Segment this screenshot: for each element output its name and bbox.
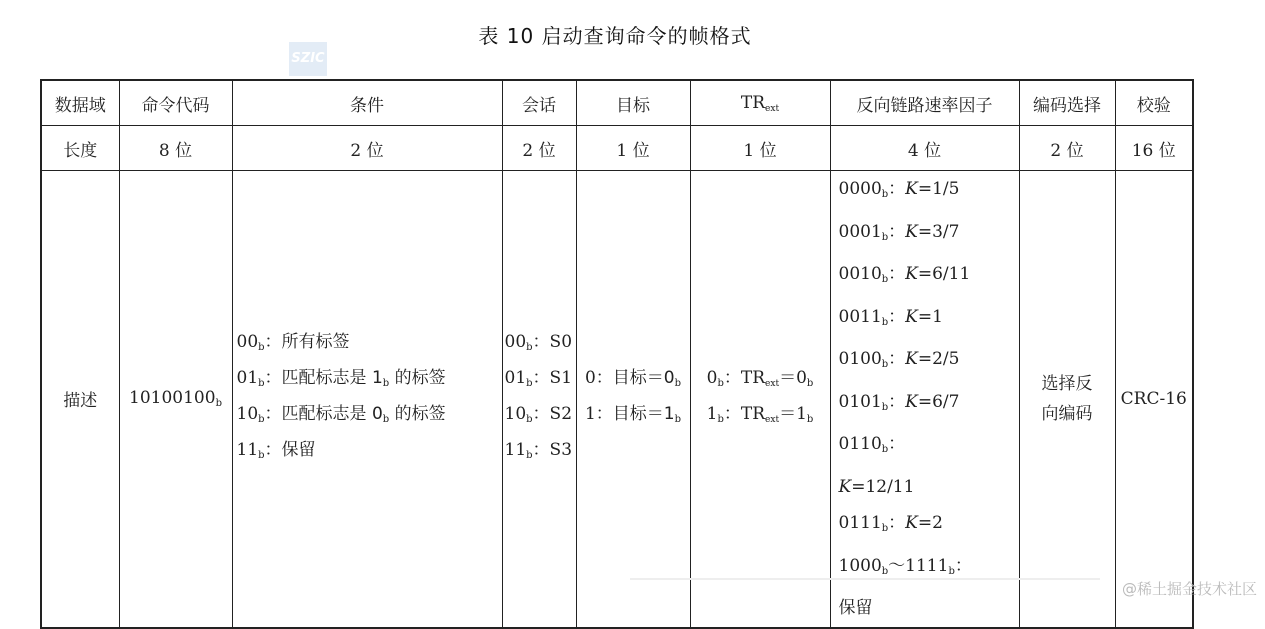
- length-label: 长度: [41, 126, 119, 171]
- session-line: $01_b$：S1: [504, 367, 573, 389]
- description-trext: [690, 171, 830, 628]
- description-condition: [232, 171, 502, 628]
- rate-line: 保留: [838, 598, 873, 618]
- rate-line: $0101_b$：K=6/7: [838, 391, 960, 413]
- command-frame-table: [40, 79, 1194, 629]
- site-watermark: @稀土掘金技术社区: [1121, 580, 1257, 598]
- header-row: [41, 80, 1193, 126]
- rate-line: $0110_b$：: [838, 434, 906, 455]
- header-rate-factor: 反向链路速率因子: [830, 80, 1019, 126]
- session-line: $10_b$：S2: [504, 403, 573, 425]
- rate-line: K=12/11: [838, 476, 915, 497]
- length-command-code: 8 位: [119, 126, 232, 171]
- session-line: $11_b$：S3: [504, 439, 573, 461]
- condition-line: $11_b$：保留: [236, 439, 316, 461]
- header-encoding: 编码选择: [1019, 80, 1115, 126]
- description-session: [502, 171, 576, 628]
- length-condition: 2 位: [232, 126, 502, 171]
- condition-line: $00_b$：所有标签: [236, 331, 350, 353]
- length-target: 1 位: [576, 126, 690, 171]
- header-session: 会话: [502, 80, 576, 126]
- description-target: [576, 171, 690, 628]
- length-row: [41, 126, 1193, 171]
- header-target: 目标: [576, 80, 690, 126]
- watermark-strip: [630, 578, 1100, 580]
- header-condition: 条件: [232, 80, 502, 126]
- description-label: 描述: [41, 171, 119, 628]
- target-line: 1：目标$=1_b$: [584, 403, 682, 425]
- szic-logo: SZIC: [289, 42, 327, 76]
- table-title: 表 10 启动查询命令的帧格式: [478, 24, 752, 48]
- condition-line: $01_b$：匹配标志是 $1_b$ 的标签: [236, 367, 446, 389]
- description-row: [41, 171, 1193, 628]
- rate-line: $0011_b$：K=1: [838, 306, 943, 328]
- length-rate-factor: 4 位: [830, 126, 1019, 171]
- description-command-code: $10100100_b$: [119, 171, 232, 628]
- header-data-field: 数据域: [41, 80, 119, 126]
- description-rate-factor: [830, 171, 1019, 628]
- rate-line: $0000_b$：K=1/5: [838, 179, 960, 200]
- target-line: 0：目标$=0_b$: [584, 367, 682, 389]
- rate-line: $0001_b$：K=3/7: [838, 221, 960, 243]
- condition-line: $10_b$：匹配标志是 $0_b$ 的标签: [236, 403, 446, 425]
- rate-line: $0111_b$：K=2: [838, 513, 943, 534]
- length-session: 2 位: [502, 126, 576, 171]
- rate-line: $0100_b$：K=2/5: [838, 349, 960, 370]
- trext-line: $1_b$：$TRext=1_b$: [706, 403, 814, 425]
- length-encoding: 2 位: [1019, 126, 1115, 171]
- header-checksum: 校验: [1115, 80, 1193, 126]
- length-trext: 1 位: [690, 126, 830, 171]
- description-checksum: CRC-16: [1115, 171, 1193, 628]
- trext-line: $0_b$：$TRext=0_b$: [706, 367, 814, 389]
- description-encoding: 选择反 向编码: [1019, 171, 1115, 628]
- header-command-code: 命令代码: [119, 80, 232, 126]
- session-line: $00_b$：S0: [504, 331, 573, 353]
- header-trext: TRext: [690, 80, 830, 126]
- length-checksum: 16 位: [1115, 126, 1193, 171]
- rate-line: $0010_b$：K=6/11: [838, 264, 971, 285]
- rate-line: $1000_b\sim 1111_b$：: [838, 555, 972, 577]
